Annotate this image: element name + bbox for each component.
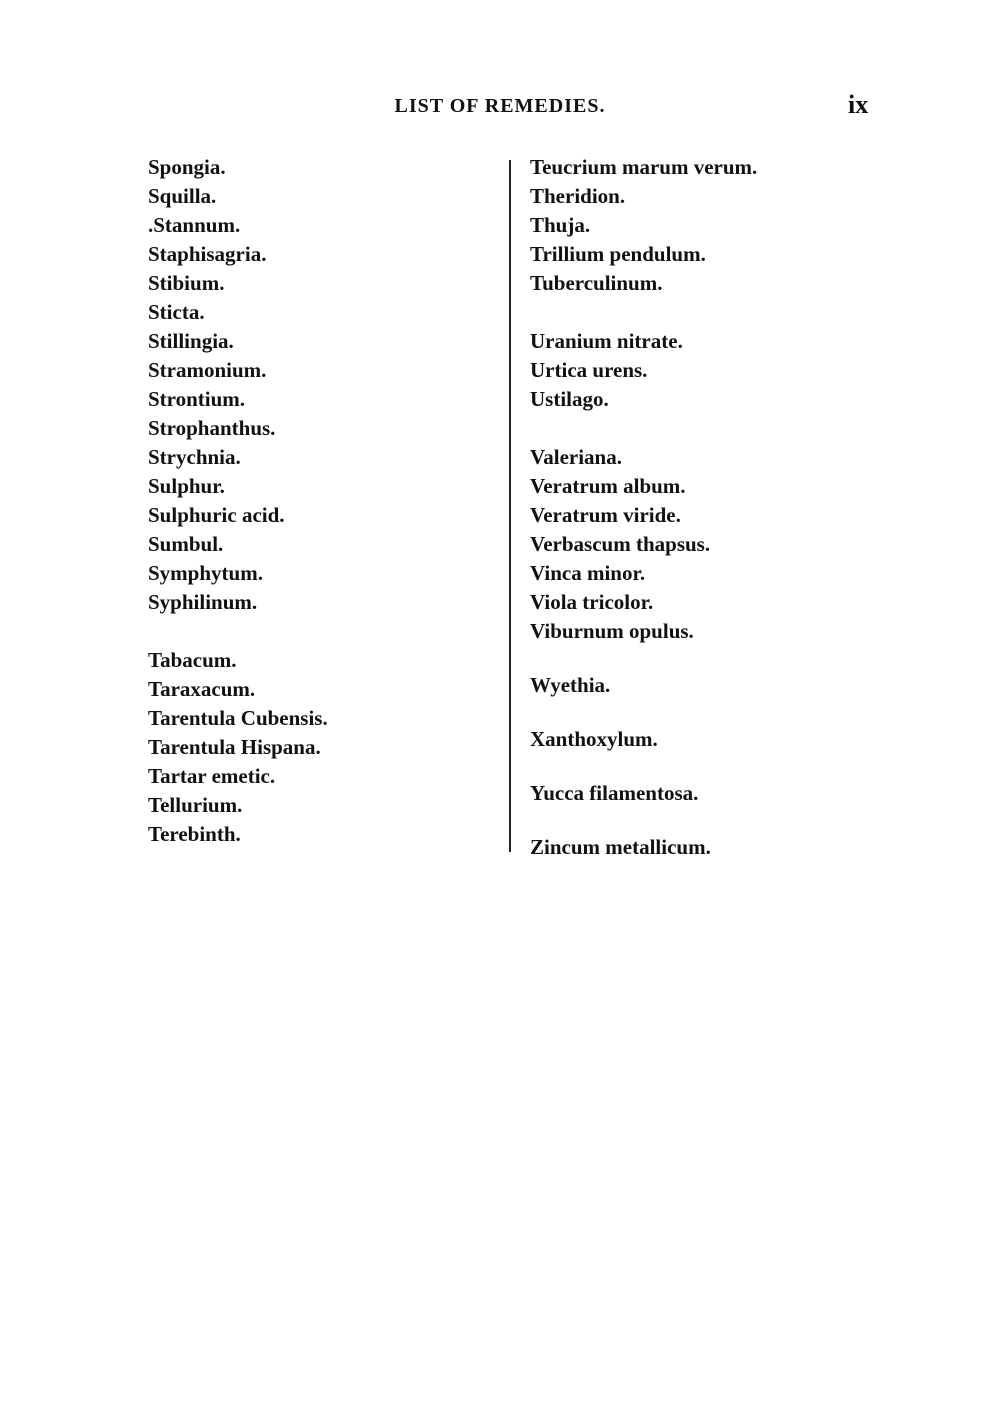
remedy-entry: Spongia. bbox=[148, 155, 226, 179]
remedy-entry: Xanthoxylum. bbox=[530, 727, 658, 751]
remedy-entry: Ustilago. bbox=[530, 387, 609, 411]
remedy-entry: Taraxacum. bbox=[148, 677, 256, 701]
remedy-entry: Tellurium. bbox=[148, 793, 243, 817]
remedy-entry: Zincum metallicum. bbox=[530, 835, 711, 859]
remedy-entry: Tarentula Cubensis. bbox=[148, 706, 328, 730]
remedy-entry: Teucrium marum verum. bbox=[530, 155, 758, 179]
remedy-entry: Terebinth. bbox=[148, 822, 241, 846]
remedy-group-s bbox=[148, 153, 488, 617]
remedy-group-u bbox=[530, 327, 910, 414]
remedy-group-t bbox=[148, 646, 488, 849]
remedy-entry: .Stannum. bbox=[148, 213, 241, 237]
remedy-entry: Stramonium. bbox=[148, 358, 267, 382]
remedy-entry: Verbascum thapsus. bbox=[530, 532, 711, 556]
column-divider bbox=[509, 160, 511, 852]
remedy-entry: Viburnum opulus. bbox=[530, 619, 694, 643]
page-title: LIST OF REMEDIES. bbox=[394, 95, 606, 117]
remedy-entry: Yucca filamentosa. bbox=[530, 781, 699, 805]
remedy-entry: Sulphuric acid. bbox=[148, 503, 285, 527]
remedy-entry: Sulphur. bbox=[148, 474, 225, 498]
remedy-entry: Uranium nitrate. bbox=[530, 329, 683, 353]
remedy-entry: Stibium. bbox=[148, 271, 225, 295]
remedy-entry: Valeriana. bbox=[530, 445, 622, 469]
remedy-entry: Veratrum viride. bbox=[530, 503, 681, 527]
remedy-entry: Strophanthus. bbox=[148, 416, 276, 440]
remedy-group-x bbox=[530, 725, 910, 754]
remedy-group-v bbox=[530, 443, 910, 646]
remedy-entry: Thuja. bbox=[530, 213, 591, 237]
right-column bbox=[530, 153, 910, 862]
remedy-entry: Strontium. bbox=[148, 387, 246, 411]
remedy-entry: Syphilinum. bbox=[148, 590, 258, 614]
remedy-entry: Wyethia. bbox=[530, 673, 611, 697]
remedy-entry: Trillium pendulum. bbox=[530, 242, 706, 266]
remedy-entry: Urtica urens. bbox=[530, 358, 648, 382]
remedy-entry: Strychnia. bbox=[148, 445, 241, 469]
left-column bbox=[148, 153, 488, 849]
remedy-entry: Stillingia. bbox=[148, 329, 234, 353]
remedy-entry: Tartar emetic. bbox=[148, 764, 276, 788]
remedy-entry: Tabacum. bbox=[148, 648, 237, 672]
remedy-entry: Veratrum album. bbox=[530, 474, 686, 498]
remedy-group-t bbox=[530, 153, 910, 298]
remedy-entry: Sticta. bbox=[148, 300, 205, 324]
remedy-entry: Symphytum. bbox=[148, 561, 263, 585]
remedy-entry: Viola tricolor. bbox=[530, 590, 654, 614]
remedy-entry: Theridion. bbox=[530, 184, 626, 208]
remedy-entry: Tarentula Hispana. bbox=[148, 735, 321, 759]
remedy-group-y bbox=[530, 779, 910, 808]
remedy-entry: Vinca minor. bbox=[530, 561, 646, 585]
remedy-group-z bbox=[530, 833, 910, 862]
remedy-group-w bbox=[530, 671, 910, 700]
remedy-entry: Tuberculinum. bbox=[530, 271, 663, 295]
page-number: ix bbox=[848, 90, 869, 119]
remedy-entry: Staphisagria. bbox=[148, 242, 267, 266]
remedy-entry: Squilla. bbox=[148, 184, 217, 208]
remedy-entry: Sumbul. bbox=[148, 532, 224, 556]
